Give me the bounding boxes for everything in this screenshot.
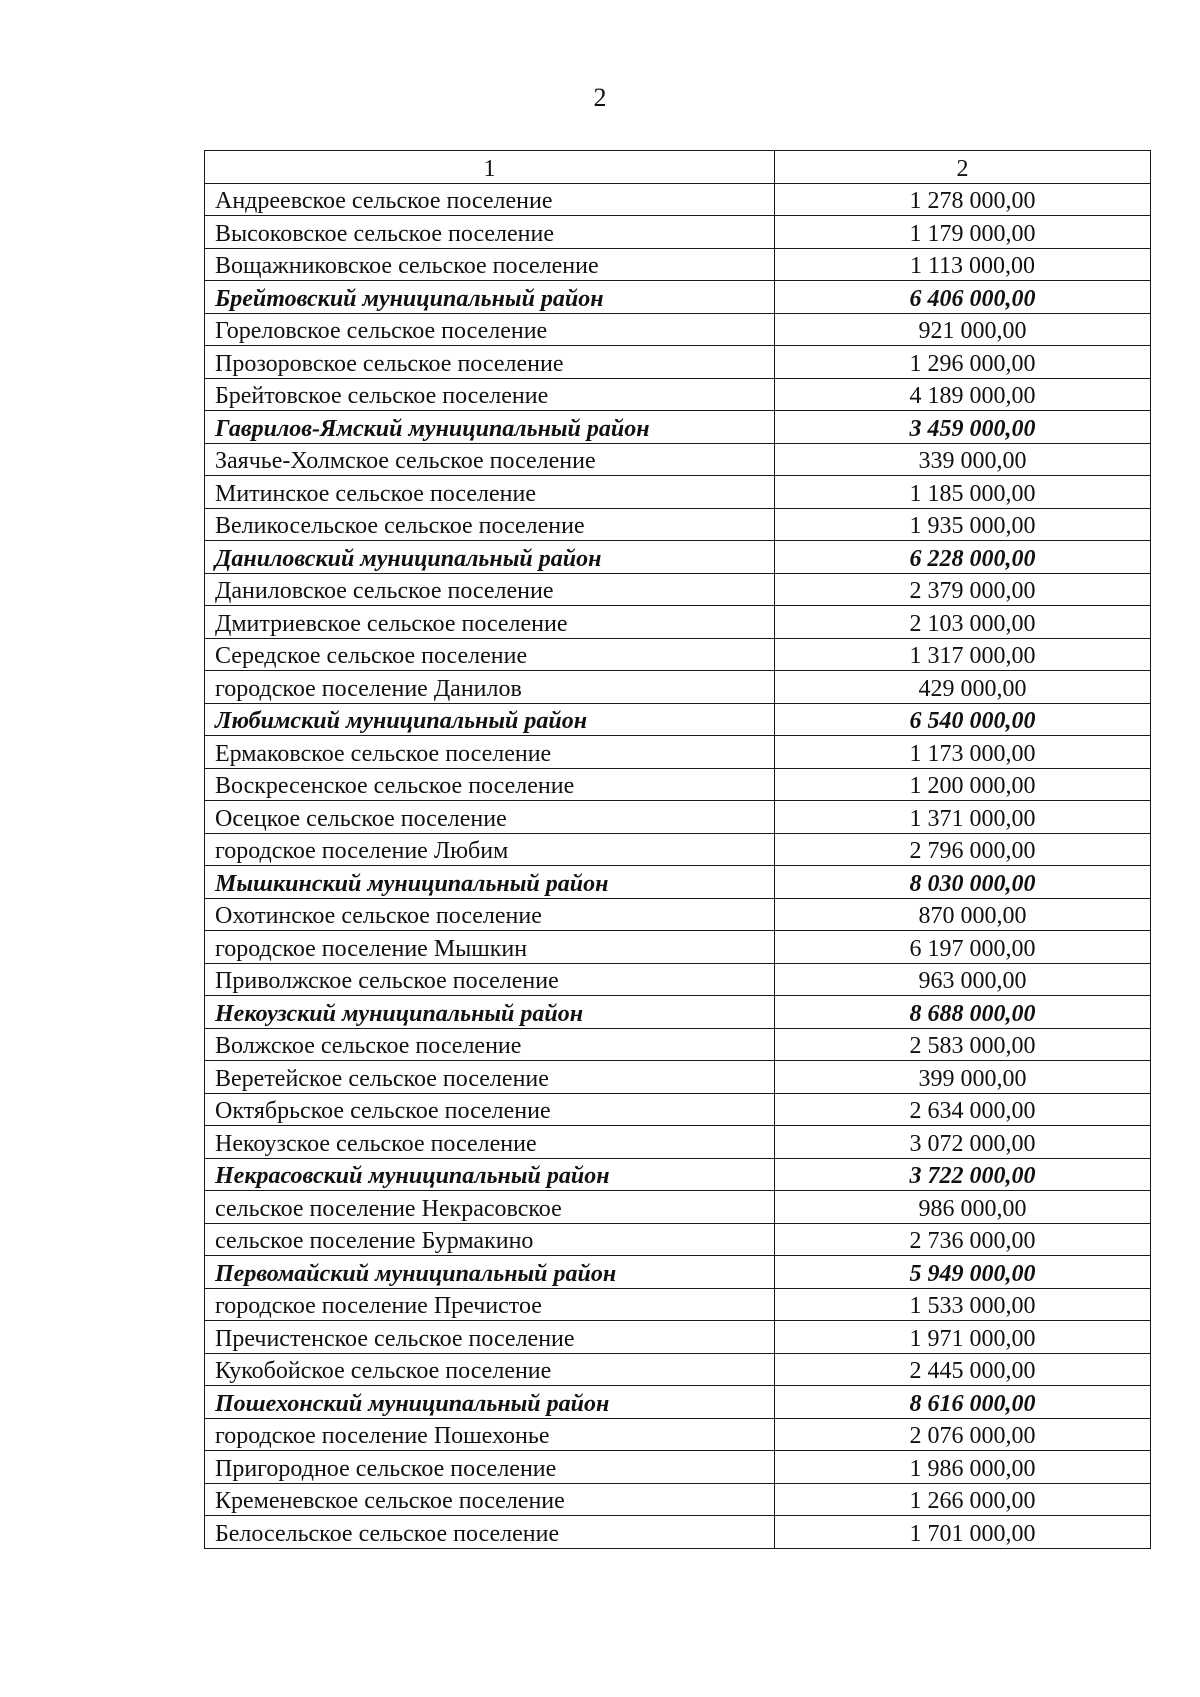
settlement-amount: 1 266 000,00: [775, 1483, 1151, 1516]
district-row: [205, 541, 1151, 574]
settlement-amount: 963 000,00: [775, 963, 1151, 996]
settlement-name: Некоузское сельское поселение: [205, 1126, 775, 1159]
settlement-name: Пригородное сельское поселение: [205, 1451, 775, 1484]
settlement-name: Заячье-Холмское сельское поселение: [205, 443, 775, 476]
settlement-row: [205, 1061, 1151, 1094]
district-row: [205, 1256, 1151, 1289]
district-amount: 3 459 000,00: [775, 411, 1151, 444]
settlement-name: Приволжское сельское поселение: [205, 963, 775, 996]
settlement-amount: 2 076 000,00: [775, 1418, 1151, 1451]
settlement-row: [205, 1418, 1151, 1451]
settlement-name: Андреевское сельское поселение: [205, 183, 775, 216]
settlement-row: [205, 378, 1151, 411]
settlement-amount: 2 379 000,00: [775, 573, 1151, 606]
settlement-amount: 1 113 000,00: [775, 248, 1151, 281]
page-number: 2: [593, 83, 607, 112]
district-row: [205, 1386, 1151, 1419]
settlement-amount: 2 445 000,00: [775, 1353, 1151, 1386]
settlement-row: [205, 768, 1151, 801]
settlement-amount: 1 317 000,00: [775, 638, 1151, 671]
settlement-name: сельское поселение Бурмакино: [205, 1223, 775, 1256]
settlement-row: [205, 1353, 1151, 1386]
settlement-name: городское поселение Любим: [205, 833, 775, 866]
settlement-name: Митинское сельское поселение: [205, 476, 775, 509]
settlement-amount: 3 072 000,00: [775, 1126, 1151, 1159]
settlement-name: Октябрьское сельское поселение: [205, 1093, 775, 1126]
settlement-row: [205, 476, 1151, 509]
settlement-amount: 2 103 000,00: [775, 606, 1151, 639]
settlement-row: [205, 801, 1151, 834]
district-row: [205, 281, 1151, 314]
district-name: Некоузский муниципальный район: [205, 996, 775, 1029]
settlement-row: [205, 898, 1151, 931]
settlement-name: Великосельское сельское поселение: [205, 508, 775, 541]
settlement-row: [205, 1451, 1151, 1484]
settlement-row: [205, 963, 1151, 996]
settlement-name: сельское поселение Некрасовское: [205, 1191, 775, 1224]
district-amount: 6 228 000,00: [775, 541, 1151, 574]
settlement-row: [205, 638, 1151, 671]
district-name: Пошехонский муниципальный район: [205, 1386, 775, 1419]
settlement-amount: 2 736 000,00: [775, 1223, 1151, 1256]
table-header-row: [205, 151, 1151, 184]
settlement-name: Ермаковское сельское поселение: [205, 736, 775, 769]
settlement-amount: 921 000,00: [775, 313, 1151, 346]
settlement-amount: 1 200 000,00: [775, 768, 1151, 801]
district-amount: 6 540 000,00: [775, 703, 1151, 736]
settlement-row: [205, 1223, 1151, 1256]
settlement-row: [205, 833, 1151, 866]
settlement-row: [205, 1191, 1151, 1224]
settlement-name: Веретейское сельское поселение: [205, 1061, 775, 1094]
settlement-amount: 1 371 000,00: [775, 801, 1151, 834]
settlement-name: городское поселение Мышкин: [205, 931, 775, 964]
settlement-row: [205, 931, 1151, 964]
district-row: [205, 866, 1151, 899]
settlement-amount: 1 278 000,00: [775, 183, 1151, 216]
settlement-row: [205, 216, 1151, 249]
settlement-row: [205, 736, 1151, 769]
settlement-name: Гореловское сельское поселение: [205, 313, 775, 346]
settlement-row: [205, 1516, 1151, 1549]
settlement-name: Осецкое сельское поселение: [205, 801, 775, 834]
settlement-amount: 339 000,00: [775, 443, 1151, 476]
district-name: Мышкинский муниципальный район: [205, 866, 775, 899]
settlement-amount: 1 173 000,00: [775, 736, 1151, 769]
district-name: Некрасовский муниципальный район: [205, 1158, 775, 1191]
settlement-amount: 6 197 000,00: [775, 931, 1151, 964]
settlement-amount: 1 296 000,00: [775, 346, 1151, 379]
settlement-name: Вощажниковское сельское поселение: [205, 248, 775, 281]
district-amount: 6 406 000,00: [775, 281, 1151, 314]
settlement-name: Кукобойское сельское поселение: [205, 1353, 775, 1386]
district-amount: 8 030 000,00: [775, 866, 1151, 899]
district-row: [205, 411, 1151, 444]
settlement-amount: 399 000,00: [775, 1061, 1151, 1094]
district-row: [205, 1158, 1151, 1191]
settlement-name: Даниловское сельское поселение: [205, 573, 775, 606]
settlement-name: Воскресенское сельское поселение: [205, 768, 775, 801]
settlement-amount: 1 971 000,00: [775, 1321, 1151, 1354]
settlement-row: [205, 313, 1151, 346]
settlement-amount: 4 189 000,00: [775, 378, 1151, 411]
settlement-row: [205, 1093, 1151, 1126]
settlement-row: [205, 1321, 1151, 1354]
column-header-2: 2: [775, 151, 1151, 184]
settlement-name: городское поселение Пречистое: [205, 1288, 775, 1321]
settlement-row: [205, 1288, 1151, 1321]
allocation-table: [204, 150, 1151, 1549]
settlement-row: [205, 346, 1151, 379]
settlement-row: [205, 671, 1151, 704]
settlement-amount: 2 583 000,00: [775, 1028, 1151, 1061]
settlement-amount: 2 634 000,00: [775, 1093, 1151, 1126]
district-amount: 8 688 000,00: [775, 996, 1151, 1029]
settlement-row: [205, 183, 1151, 216]
district-name: Любимский муниципальный район: [205, 703, 775, 736]
district-row: [205, 703, 1151, 736]
district-name: Первомайский муниципальный район: [205, 1256, 775, 1289]
district-name: Брейтовский муниципальный район: [205, 281, 775, 314]
district-name: Даниловский муниципальный район: [205, 541, 775, 574]
settlement-name: Волжское сельское поселение: [205, 1028, 775, 1061]
settlement-amount: 986 000,00: [775, 1191, 1151, 1224]
settlement-name: Прозоровское сельское поселение: [205, 346, 775, 379]
settlement-row: [205, 606, 1151, 639]
settlement-name: Пречистенское сельское поселение: [205, 1321, 775, 1354]
settlement-name: Кременевское сельское поселение: [205, 1483, 775, 1516]
district-amount: 8 616 000,00: [775, 1386, 1151, 1419]
settlement-amount: 429 000,00: [775, 671, 1151, 704]
district-amount: 5 949 000,00: [775, 1256, 1151, 1289]
district-name: Гаврилов-Ямский муниципальный район: [205, 411, 775, 444]
column-header-1: 1: [205, 151, 775, 184]
settlement-amount: 1 185 000,00: [775, 476, 1151, 509]
settlement-row: [205, 1126, 1151, 1159]
settlement-name: городское поселение Пошехонье: [205, 1418, 775, 1451]
settlement-name: Белосельское сельское поселение: [205, 1516, 775, 1549]
settlement-amount: 1 701 000,00: [775, 1516, 1151, 1549]
settlement-row: [205, 573, 1151, 606]
settlement-name: Охотинское сельское поселение: [205, 898, 775, 931]
settlement-name: Брейтовское сельское поселение: [205, 378, 775, 411]
settlement-row: [205, 443, 1151, 476]
settlement-amount: 1 986 000,00: [775, 1451, 1151, 1484]
settlement-name: Высоковское сельское поселение: [205, 216, 775, 249]
settlement-row: [205, 248, 1151, 281]
settlement-amount: 1 935 000,00: [775, 508, 1151, 541]
settlement-amount: 1 533 000,00: [775, 1288, 1151, 1321]
settlement-row: [205, 1028, 1151, 1061]
settlement-amount: 870 000,00: [775, 898, 1151, 931]
settlement-name: Дмитриевское сельское поселение: [205, 606, 775, 639]
district-amount: 3 722 000,00: [775, 1158, 1151, 1191]
district-row: [205, 996, 1151, 1029]
settlement-name: городское поселение Данилов: [205, 671, 775, 704]
settlement-name: Середское сельское поселение: [205, 638, 775, 671]
settlement-row: [205, 508, 1151, 541]
table-body: [205, 151, 1151, 1549]
settlement-amount: 2 796 000,00: [775, 833, 1151, 866]
settlement-amount: 1 179 000,00: [775, 216, 1151, 249]
settlement-row: [205, 1483, 1151, 1516]
